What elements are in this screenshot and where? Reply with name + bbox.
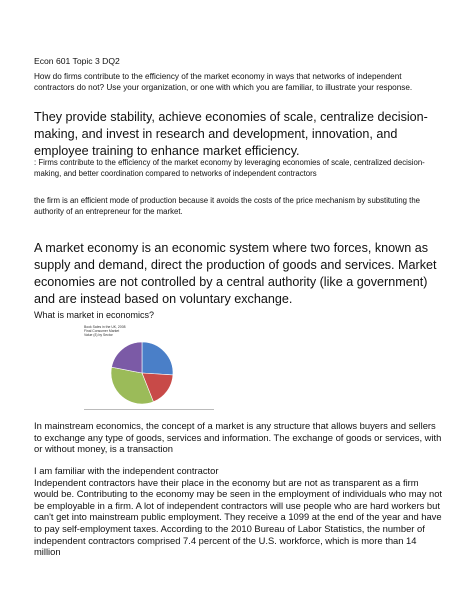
pie-slice-1 xyxy=(142,342,173,375)
pie-chart-figure xyxy=(84,321,224,413)
section-subheading: What is market in economics? xyxy=(34,310,155,320)
market-economy-paragraph: A market economy is an economic system where two forces, known as supply and demand, direct the production of goods and services. Market economies are not controlled by a central authority (like a government) and are instead based on voluntary exchange. xyxy=(34,241,437,306)
independent-contractor-paragraph: I am familiar with the independent contractor Independent contractors have their place in the economy but are not as transparent as a firm would be. Contributing to the economy may be seen in the employment of individuals who may not be employable in a firm. A lot of independent contractors will use people who are hard workers but can't get into mainstream public employment. They receive a 1099 at the end of the year and have to pay self-employment taxes. According to the 2010 Bureau of Labor Statistics, the number of independent contractors comprised 7.4 percent of the U.S. workforce, which is more than 14 million xyxy=(34,465,443,558)
lead-paragraph: They provide stability, achieve economies of scale, centralize decision-making, and invest in research and development, innovation, and employee training to enhance market efficiency. xyxy=(34,110,428,158)
chart-title: Book Sales in the UK, 2008 Final Consumer Market Value (£) by Sector xyxy=(84,325,126,338)
mainstream-paragraph: In mainstream economics, the concept of a market is any structure that allows buyers and sellers to exchange any type of goods, services and information. The exchange of goods or services, with or without money, is a transaction xyxy=(34,420,442,455)
document-title: Econ 601 Topic 3 DQ2 xyxy=(34,56,120,66)
pie-chart xyxy=(84,321,224,413)
chart-source-line xyxy=(84,409,214,410)
efficient-mode-paragraph: the firm is an efficient mode of production because it avoids the costs of the price mechanism by substituting the authority of an entrepreneur for the market. xyxy=(34,196,421,216)
pie-slice-4 xyxy=(112,342,142,373)
question-paragraph: How do firms contribute to the efficiency of the market economy in ways that networks of independent contractors do not? Use your organization, or one with which you are familiar, to illustrate your response. xyxy=(34,72,413,92)
firms-contribute-paragraph: : Firms contribute to the efficiency of the market economy by leveraging economies of scale, centralized decision-making, and better coordination compared to networks of independent contractors xyxy=(34,158,425,178)
